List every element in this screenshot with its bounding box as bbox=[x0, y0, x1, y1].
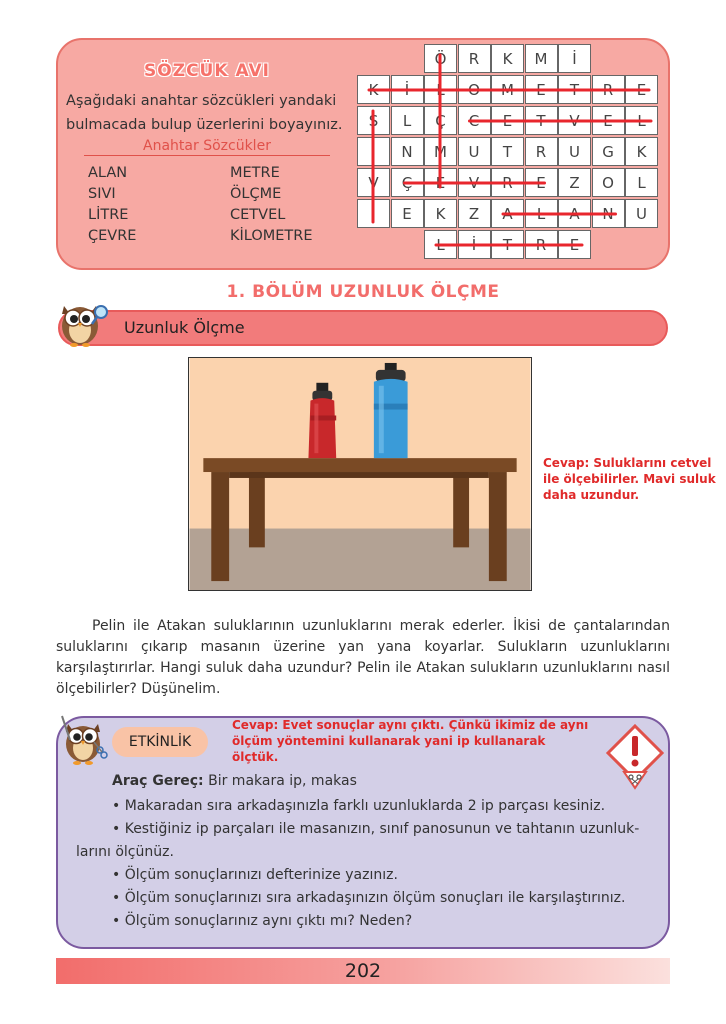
keywords-column-1 bbox=[88, 163, 136, 247]
grid-cell: E bbox=[391, 199, 424, 228]
section-title: 1. BÖLÜM UZUNLUK ÖLÇME bbox=[226, 282, 500, 302]
grid-cell: E bbox=[592, 106, 625, 135]
bullet-item: • Ölçüm sonuçlarınızı defterinize yazınız. bbox=[112, 867, 398, 883]
grid-cell: U bbox=[458, 137, 491, 166]
grid-cell: O bbox=[592, 168, 625, 197]
grid-cell: V bbox=[458, 168, 491, 197]
grid-cell: R bbox=[491, 168, 524, 197]
grid-cell: R bbox=[525, 137, 558, 166]
warning-scissors-icon bbox=[604, 724, 666, 790]
bottles-on-table-illustration bbox=[188, 357, 532, 591]
blue-bottle bbox=[374, 363, 408, 458]
grid-cell: E bbox=[424, 168, 457, 197]
grid-cell: O bbox=[458, 75, 491, 104]
tools-value: Bir makara ip, makas bbox=[203, 773, 357, 789]
grid-cell: Ç bbox=[424, 106, 457, 135]
owl-magnifier-icon bbox=[54, 292, 110, 348]
grid-cell: E bbox=[525, 75, 558, 104]
grid-cell: I bbox=[357, 137, 390, 166]
keyword: LİTRE bbox=[88, 207, 129, 223]
grid-cell: E bbox=[558, 230, 591, 259]
grid-cell: Ö bbox=[424, 44, 457, 73]
grid-cell: L bbox=[525, 199, 558, 228]
topic-title: Uzunluk Ölçme bbox=[124, 318, 245, 337]
grid-cell: U bbox=[625, 199, 658, 228]
grid-cell: İ bbox=[391, 75, 424, 104]
tools-label: Araç Gereç: bbox=[112, 773, 204, 789]
story-paragraph bbox=[56, 616, 670, 700]
grid-cell: K bbox=[424, 199, 457, 228]
grid-cell: K bbox=[625, 137, 658, 166]
grid-cell: C bbox=[458, 106, 491, 135]
grid-cell: L bbox=[625, 168, 658, 197]
grid-cell: N bbox=[391, 137, 424, 166]
keyword: ÇEVRE bbox=[88, 228, 137, 244]
keywords-column-2 bbox=[230, 163, 313, 247]
grid-cell: A bbox=[491, 199, 524, 228]
grid-cell: S bbox=[357, 106, 390, 135]
grid-cell: A bbox=[558, 199, 591, 228]
grid-cell: N bbox=[592, 199, 625, 228]
grid-cell: T bbox=[491, 137, 524, 166]
grid-cell: L bbox=[424, 230, 457, 259]
grid-cell: G bbox=[592, 137, 625, 166]
grid-cell: R bbox=[525, 230, 558, 259]
grid-cell: E bbox=[625, 75, 658, 104]
word-search-title: SÖZCÜK AVI bbox=[144, 61, 270, 81]
bullet-item: • Makaradan sıra arkadaşınızla farklı uzunluklarda 2 ip parçası kesiniz. bbox=[112, 798, 606, 814]
grid-cell: L bbox=[625, 106, 658, 135]
grid-cell: R bbox=[458, 44, 491, 73]
keywords-heading: Anahtar Sözcükler bbox=[84, 138, 330, 156]
keyword: ÖLÇME bbox=[230, 186, 282, 202]
grid-cell: İ bbox=[558, 44, 591, 73]
page-number: 202 bbox=[344, 960, 382, 982]
owl-scissors-icon bbox=[56, 710, 110, 766]
grid-cell: Z bbox=[558, 168, 591, 197]
keyword: ALAN bbox=[88, 165, 128, 181]
paragraph-text: Pelin ile Atakan suluklarının uzunluklarını merak ederler. İkisi de çantalarından suluklarını çıkarıp masanın üzerine yan yana koyarlar. Sulukların uzunluklarını karşılaştırırlar. Hangi suluk daha uzundur? Pelin ile Atakan sulukların uzunluklarını nasıl ölçebilirler? Düşünelim. bbox=[56, 618, 670, 697]
grid-cell: K bbox=[357, 75, 390, 104]
grid-cell: T bbox=[558, 75, 591, 104]
grid-cell: L bbox=[424, 75, 457, 104]
grid-cell: E bbox=[525, 168, 558, 197]
tools-line bbox=[112, 773, 357, 789]
bullet-item: • Kestiğiniz ip parçaları ile masanızın, sınıf panosunun ve tahtanın uzunluk- bbox=[112, 821, 640, 837]
grid-cell: M bbox=[491, 75, 524, 104]
keyword: SIVI bbox=[88, 186, 116, 202]
grid-cell: U bbox=[558, 137, 591, 166]
grid-cell: İ bbox=[458, 230, 491, 259]
grid-cell: R bbox=[592, 75, 625, 104]
keyword: KİLOMETRE bbox=[230, 228, 313, 244]
grid-cell: Z bbox=[458, 199, 491, 228]
grid-cell: T bbox=[525, 106, 558, 135]
grid-cell: V bbox=[357, 168, 390, 197]
keyword: CETVEL bbox=[230, 207, 286, 223]
red-bottle bbox=[308, 383, 336, 458]
activity-bullets bbox=[76, 795, 656, 933]
grid-cell: L bbox=[391, 106, 424, 135]
answer-text-2: Cevap: Evet sonuçlar aynı çıktı. Çünkü ikimiz de aynı ölçüm yöntemini kullanarak yani ip kullanarak ölçtük. bbox=[232, 718, 589, 764]
grid-cell: V bbox=[558, 106, 591, 135]
keyword: METRE bbox=[230, 165, 280, 181]
bullet-item: • Ölçüm sonuçlarınız aynı çıktı mı? Neden? bbox=[112, 913, 413, 929]
grid-cell: Ç bbox=[391, 168, 424, 197]
word-search-grid bbox=[357, 44, 659, 262]
grid-cell: M bbox=[525, 44, 558, 73]
bullet-item-continuation: larını ölçünüz. bbox=[76, 844, 174, 860]
grid-cell: E bbox=[491, 106, 524, 135]
grid-cell: T bbox=[491, 230, 524, 259]
answer-text-1: Cevap: Suluklarını cetvel ile ölçebilirler. Mavi suluk daha uzundur. bbox=[543, 456, 716, 502]
word-search-instruction: Aşağıdaki anahtar sözcükleri yandaki bulmacada bulup üzerlerini boyayınız. bbox=[66, 93, 343, 133]
grid-cell: M bbox=[424, 137, 457, 166]
activity-label: ETKİNLİK bbox=[112, 727, 208, 757]
grid-cell: K bbox=[491, 44, 524, 73]
bullet-item: • Ölçüm sonuçlarınızı sıra arkadaşınızın ölçüm sonuçları ile karşılaştırınız. bbox=[112, 890, 626, 906]
grid-cell: I bbox=[357, 199, 390, 228]
